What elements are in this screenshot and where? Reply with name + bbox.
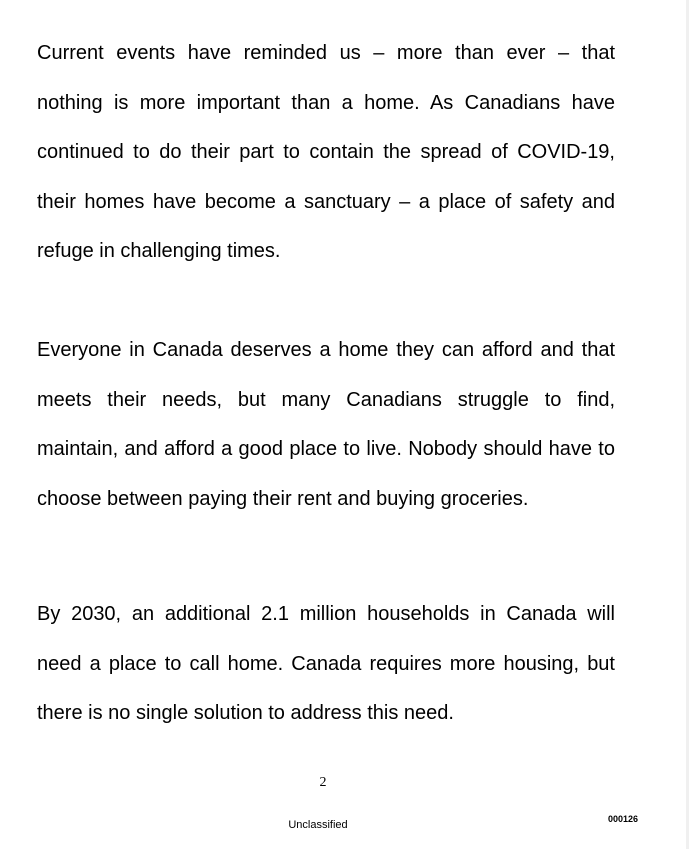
paragraph-home-importance: Current events have reminded us – more than ever – that nothing is more important than a home. As Canadians have continued to do their part to contain the spread of COVID-19, their homes have become a sanctuary – a place of safety and refuge in challenging times. <box>37 42 615 262</box>
page-number: 2 <box>319 775 327 790</box>
classification-label: Unclassified <box>288 819 348 831</box>
paragraph-affordability: Everyone in Canada deserves a home they can afford and that meets their needs, but many Canadians struggle to find, maintain, and afford a good place to live. Nobody should have to choose between paying their rent and buying groceries. <box>37 339 615 510</box>
paragraph-housing-need: By 2030, an additional 2.1 million households in Canada will need a place to call home. Canada requires more housing, but there is no single solution to address this need. <box>37 603 615 724</box>
document-number: 000126 <box>608 814 639 824</box>
